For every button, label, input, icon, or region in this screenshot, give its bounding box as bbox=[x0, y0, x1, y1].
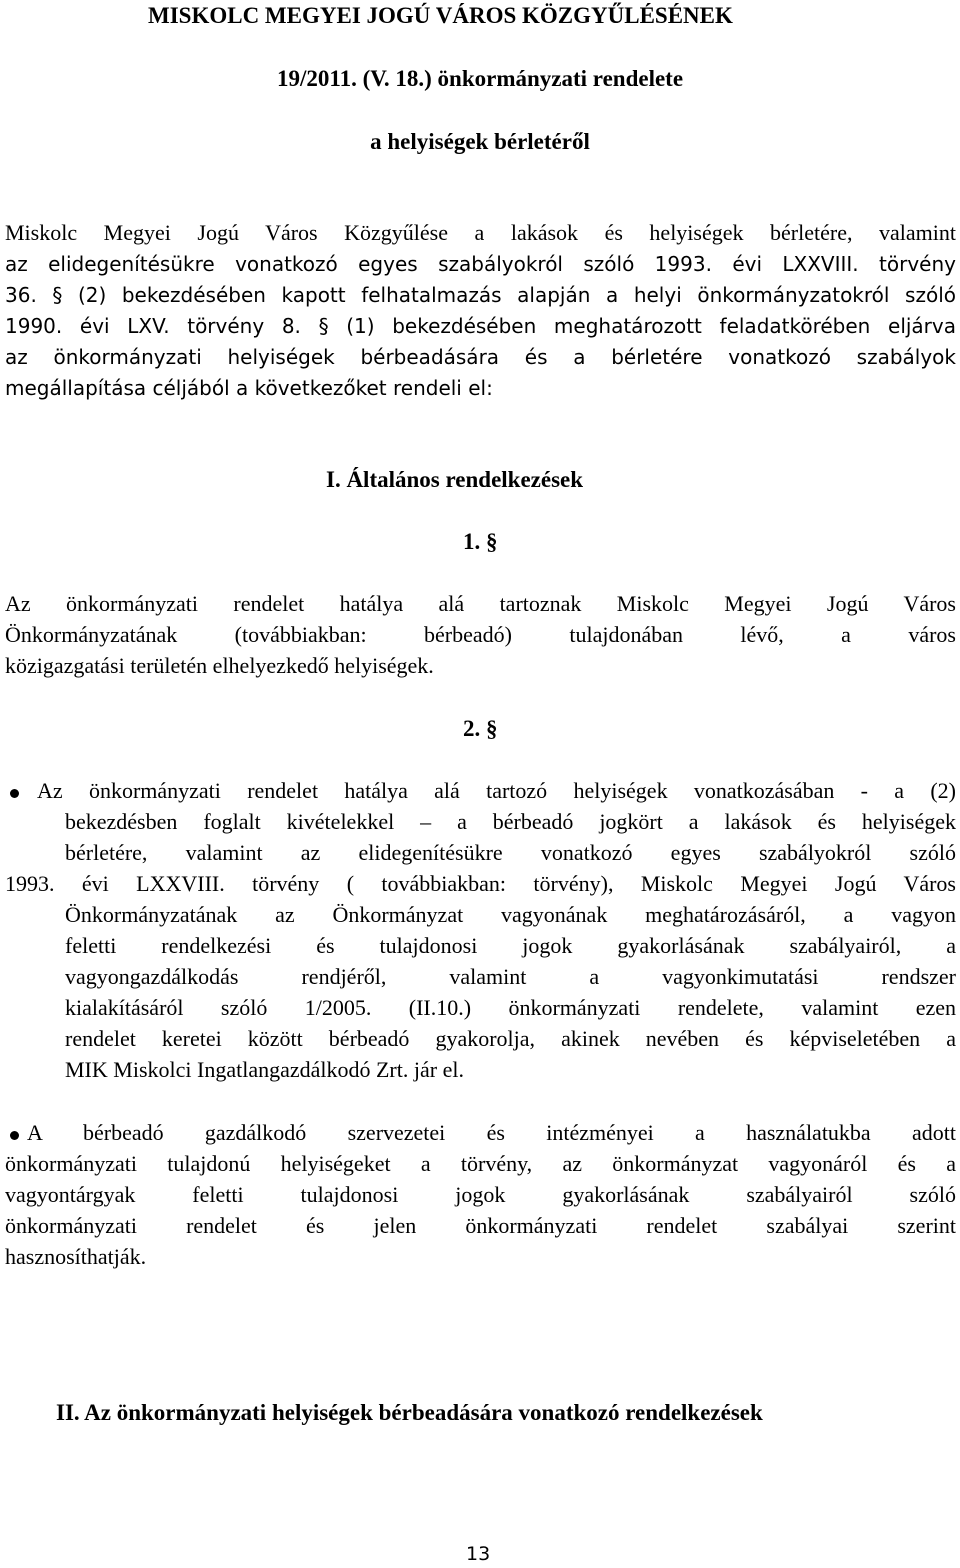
list-item-line: bekezdésben foglalt kivételekkel – a bérbeadó jogkört a lakások és helyiségek bbox=[65, 809, 956, 834]
bullet-icon bbox=[10, 1131, 19, 1140]
chapter-heading: II. Az önkormányzati helyiségek bérbeadására vonatkozó rendelkezések bbox=[56, 1400, 763, 1425]
paragraph-line: közigazgatási területén elhelyezkedő helyiségek. bbox=[5, 653, 434, 678]
list-item-line: A bérbeadó gazdálkodó szervezetei és intézményei a használatukba adott bbox=[27, 1120, 956, 1145]
list-item-line: vagyontárgyak feletti tulajdonosi jogok gyakorlásának szabályairól szóló bbox=[5, 1182, 956, 1207]
list-item-line: MIK Miskolci Ingatlangazdálkodó Zrt. jár el. bbox=[65, 1057, 464, 1082]
preamble-line: az önkormányzati helyiségek bérbeadására és a bérletére vonatkozó szabályok bbox=[5, 345, 956, 369]
preamble-line: Miskolc Megyei Jogú Város Közgyűlése a lakások és helyiségek bérletére, valamint bbox=[5, 220, 956, 245]
preamble-line: megállapítása céljából a következőket rendeli el: bbox=[5, 376, 493, 400]
preamble-line: 36. § (2) bekezdésében kapott felhatalmazás alapján a helyi önkormányzatokról szóló bbox=[5, 283, 956, 307]
list-item-line: önkormányzati rendelet és jelen önkormányzati rendelet szabályai szerint bbox=[5, 1213, 956, 1238]
list-item-line: feletti rendelkezési és tulajdonosi jogok gyakorlásának szabályairól, a bbox=[65, 933, 956, 958]
list-item-line: vagyongazdálkodás rendjéről, valamint a vagyonkimutatási rendszer bbox=[65, 964, 956, 989]
section-number: 2. § bbox=[463, 716, 498, 741]
page-number: 13 bbox=[466, 1543, 491, 1565]
list-item-line: Az önkormányzati rendelet hatálya alá tartozó helyiségek vonatkozásában - a (2) bbox=[37, 778, 956, 803]
list-item-line: Önkormányzatának az Önkormányzat vagyonának meghatározásáról, a vagyon bbox=[65, 902, 956, 927]
preamble-line: az elidegenítésükre vonatkozó egyes szabályokról szóló 1993. évi LXXVIII. törvény bbox=[5, 252, 956, 276]
list-item-line: hasznosíthatják. bbox=[5, 1244, 147, 1269]
paragraph-line: Önkormányzatának (továbbiakban: bérbeadó) tulajdonában lévő, a város bbox=[5, 622, 956, 647]
regulation-subject: a helyiségek bérletéről bbox=[370, 129, 590, 154]
list-item-line: rendelet keretei között bérbeadó gyakorolja, akinek nevében és képviseletében a bbox=[65, 1026, 956, 1051]
list-item-line: kialakításáról szóló 1/2005. (II.10.) önkormányzati rendelete, valamint ezen bbox=[65, 995, 956, 1020]
paragraph-line: Az önkormányzati rendelet hatálya alá tartoznak Miskolc Megyei Jogú Város bbox=[5, 591, 956, 616]
regulation-number: 19/2011. (V. 18.) önkormányzati rendelete bbox=[276, 66, 684, 91]
bullet-icon bbox=[10, 789, 19, 798]
list-item-line: önkormányzati tulajdonú helyiségeket a törvény, az önkormányzat vagyonáról és a bbox=[5, 1151, 956, 1176]
section-number: 1. § bbox=[463, 529, 498, 554]
preamble-line: 1990. évi LXV. törvény 8. § (1) bekezdésében meghatározott feladatkörében eljárva bbox=[5, 314, 956, 338]
list-item-line: bérletére, valamint az elidegenítésükre vonatkozó egyes szabályokról szóló bbox=[65, 840, 956, 865]
list-item-line: 1993. évi LXXVIII. törvény ( továbbiakban: törvény), Miskolc Megyei Jogú Város bbox=[5, 871, 956, 896]
document-title: MISKOLC MEGYEI JOGÚ VÁROS KÖZGYŰLÉSÉNEK bbox=[148, 3, 733, 28]
chapter-heading: I. Általános rendelkezések bbox=[326, 467, 584, 492]
